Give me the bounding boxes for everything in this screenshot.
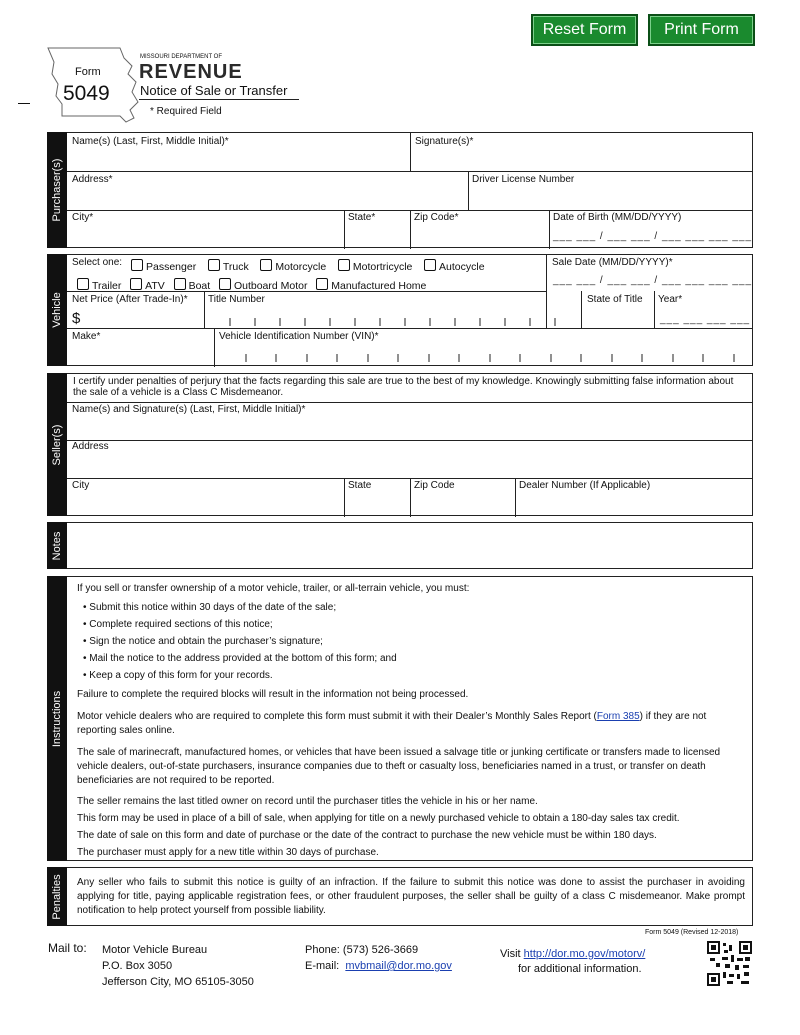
agency-line: MISSOURI DEPARTMENT OF <box>140 54 223 60</box>
mail-address-line-2: P.O. Box 3050 <box>102 960 173 972</box>
instructions-exemptions: The sale of marinecraft, manufactured homes, or vehicles that have been issued a salvage title or junking certificate or transfers made to licensed vehicle dealers, out-of-state purchasers, insurance companies due to theft or casualty loss, beneficiaries named in a trust, or transfer on death beneficiaries are not required to be reported. <box>77 747 721 786</box>
mail-address-line-1: Motor Vehicle Bureau <box>102 944 208 956</box>
purchaser-state-field[interactable]: State* <box>348 212 376 223</box>
penalties-section-label: Penalties <box>47 867 67 926</box>
purchaser-address-field[interactable]: Address* <box>72 174 113 185</box>
checkbox-motortricycle[interactable]: Motortricycle <box>338 261 413 273</box>
reset-form-button[interactable]: Reset Form <box>531 14 638 46</box>
mail-address-line-3: Jefferson City, MO 65105-3050 <box>102 976 254 988</box>
checkbox-manufactured-home[interactable]: Manufactured Home <box>316 280 426 292</box>
vehicle-type-row-2 <box>77 278 426 292</box>
purchaser-section-label: Purchaser(s) <box>47 132 67 248</box>
form-title: Notice of Sale or Transfer <box>140 83 288 98</box>
required-note: * Required Field <box>150 106 222 117</box>
title-underline <box>139 99 299 100</box>
visit-more: for additional information. <box>518 963 642 975</box>
checkbox-autocycle[interactable]: Autocycle <box>424 261 485 273</box>
phone-number: Phone: (573) 526-3669 <box>305 944 419 956</box>
print-form-button[interactable]: Print Form <box>648 14 755 46</box>
instructions-bullet: • Sign the notice and obtain the purchaser’s signature; <box>83 636 323 647</box>
year-blanks: ___ ___ ___ ___ <box>660 314 751 325</box>
mail-address <box>102 942 254 990</box>
instructions-intro: If you sell or transfer ownership of a motor vehicle, trailer, or all-terrain vehicle, you must: <box>77 583 470 594</box>
notes-field[interactable] <box>67 522 753 569</box>
vin-field[interactable]: Vehicle Identification Number (VIN)* <box>219 331 379 342</box>
instructions-bullet: • Complete required sections of this notice; <box>83 619 273 630</box>
mail-to-label: Mail to: <box>48 941 87 955</box>
purchaser-zip-field[interactable]: Zip Code* <box>414 212 459 223</box>
motorv-url-link[interactable]: http://dor.mo.gov/motorv/ <box>523 948 646 960</box>
agency-logo: REVENUE <box>139 61 243 83</box>
sale-date-field[interactable]: Sale Date (MM/DD/YYYY)* <box>552 257 673 268</box>
dob-blanks: ___ ___ / ___ ___ / ___ ___ ___ ___ <box>553 231 753 242</box>
instructions-owner: The seller remains the last titled owner on record until the purchaser titles the vehicle in his or her name. <box>77 796 538 807</box>
form-revision: Form 5049 (Revised 12-2018) <box>645 929 739 936</box>
instructions-section-label: Instructions <box>47 576 67 861</box>
purchaser-city-field[interactable]: City* <box>72 212 94 223</box>
driver-license-field[interactable]: Driver License Number <box>472 174 575 185</box>
dealer-number-field[interactable]: Dealer Number (If Applicable) <box>519 480 651 491</box>
instructions-bullet: • Mail the notice to the address provided at the bottom of this form; and <box>83 653 397 664</box>
header-dash <box>18 103 30 104</box>
date-of-birth-field[interactable]: Date of Birth (MM/DD/YYYY) <box>553 212 682 223</box>
form-number: 5049 <box>63 82 110 105</box>
checkbox-outboard-motor[interactable]: Outboard Motor <box>219 280 308 292</box>
title-number-field[interactable]: Title Number <box>208 294 265 305</box>
title-number-ticks <box>205 318 580 328</box>
visit-line: Visit http://dor.mo.gov/motorv/ <box>500 948 646 960</box>
notes-section-label: Notes <box>47 522 67 569</box>
seller-section-label: Seller(s) <box>47 373 67 516</box>
instructions-text <box>77 582 745 860</box>
checkbox-motorcycle[interactable]: Motorcycle <box>260 261 326 273</box>
instructions-bill-of-sale: This form may be used in place of a bill of sale, when applying for title on a newly purchased vehicle to obtain a 180-day sales tax credit. <box>77 813 680 824</box>
checkbox-truck[interactable]: Truck <box>208 261 249 273</box>
checkbox-trailer[interactable]: Trailer <box>77 280 121 292</box>
instructions-180-days: The date of sale on this form and date of purchase or the date of the contract to purchase the new vehicle must be within 180 days. <box>77 830 657 841</box>
seller-zip-field[interactable]: Zip Code <box>414 480 455 491</box>
checkbox-passenger[interactable]: Passenger <box>131 261 196 273</box>
checkbox-boat[interactable]: Boat <box>174 280 211 292</box>
vehicle-type-row-1 <box>131 259 485 273</box>
seller-city-field[interactable]: City <box>72 480 90 491</box>
select-one-label: Select one: <box>72 257 123 268</box>
net-price-field[interactable]: Net Price (After Trade-In)* <box>72 294 188 305</box>
qr-code-icon <box>707 941 752 986</box>
vehicle-section-label: Vehicle <box>47 254 67 366</box>
seller-name-signature-field[interactable]: Name(s) and Signature(s) (Last, First, Middle Initial)* <box>72 404 306 415</box>
certification-statement: I certify under penalties of perjury that the facts regarding this sale are true to the best of my knowledge. Knowingly submitting false information about the sale of a vehicle is a Class C Misdemeanor. <box>73 376 734 398</box>
seller-address-field[interactable]: Address <box>72 441 109 452</box>
instructions-bullet: • Keep a copy of this form for your records. <box>83 670 273 681</box>
form-label: Form <box>75 66 101 78</box>
state-of-title-field[interactable]: State of Title <box>587 294 643 305</box>
instructions-30-days: The purchaser must apply for a new title within 30 days of purchase. <box>77 847 379 858</box>
form-385-link[interactable]: Form 385 <box>596 711 640 722</box>
checkbox-atv[interactable]: ATV <box>130 280 165 292</box>
purchaser-name-field[interactable]: Name(s) (Last, First, Middle Initial)* <box>72 136 229 147</box>
vin-ticks <box>219 354 749 364</box>
email-link[interactable]: mvbmail@dor.mo.gov <box>345 960 452 972</box>
seller-state-field[interactable]: State <box>348 480 372 491</box>
email-line: E-mail: mvbmail@dor.mo.gov <box>305 960 452 972</box>
sale-date-blanks: ___ ___ / ___ ___ / ___ ___ ___ ___ <box>553 275 753 286</box>
instructions-dealers: Motor vehicle dealers who are required to complete this form must submit it with their Dealer’s Monthly Sales Report (Form 385) if they are not reporting sales online. <box>77 711 707 736</box>
penalties-text: Any seller who fails to submit this notice is guilty of an infraction. If the failure to submit this notice was done to assist the purchaser in avoiding applying for title, paying applicable registration fees, or other fraudulent purposes, the seller shall be guilty of a class C misdemeanor. Make prompt notification to help protect yourself from possible liability. <box>77 877 745 916</box>
dollar-sign: $ <box>72 310 81 327</box>
instructions-bullet: • Submit this notice within 30 days of the date of the sale; <box>83 602 337 613</box>
purchaser-signature-field[interactable]: Signature(s)* <box>415 136 474 147</box>
year-field[interactable]: Year* <box>658 294 683 305</box>
make-field[interactable]: Make* <box>72 331 101 342</box>
instructions-failure: Failure to complete the required blocks will result in the information not being processed. <box>77 689 469 700</box>
